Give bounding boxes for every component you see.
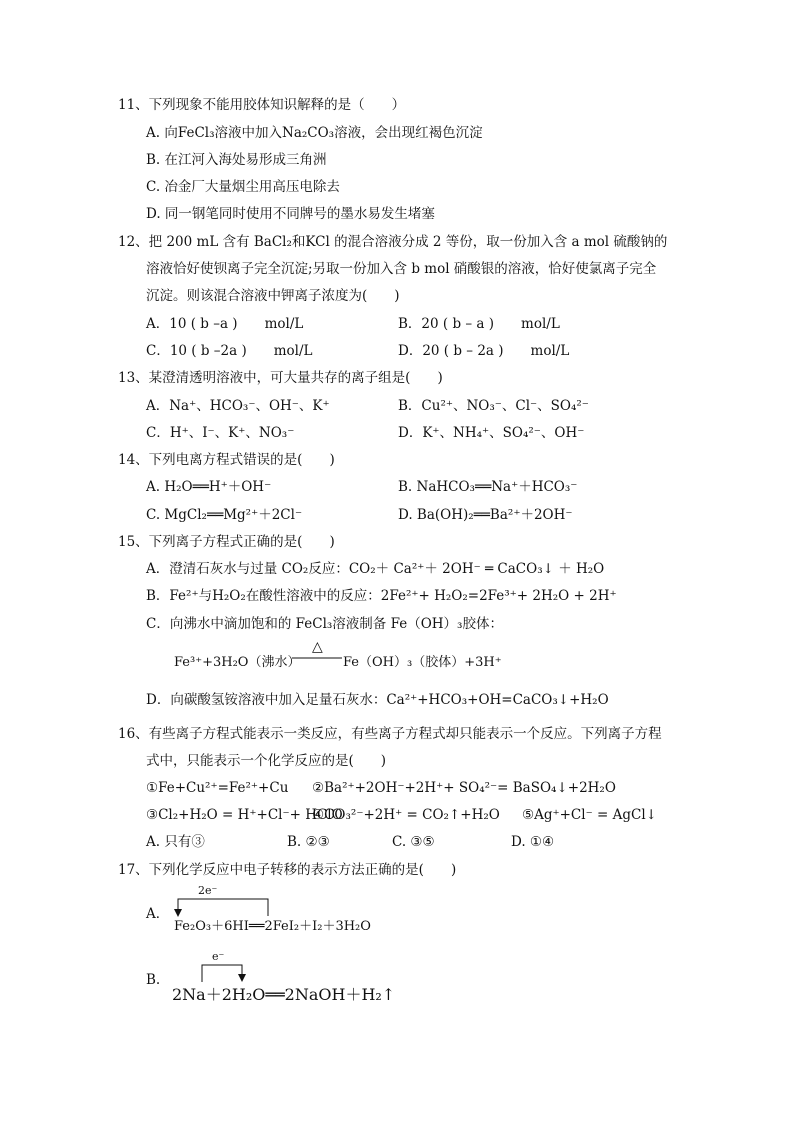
q17-a-equation: Fe₂O₃＋6HI══2FeI₂＋I₂＋3H₂O	[174, 919, 371, 934]
electron-count-label: 2e⁻	[198, 884, 218, 897]
q14-option-c: C. MgCl₂══Mg²⁺＋2Cl⁻	[146, 507, 303, 523]
q12-stem-line1: 12、把 200 mL 含有 BaCl₂和KCl 的混合溶液分成 2 等份，取一份加入含 a mol 硫酸钠的	[118, 234, 668, 250]
q16-stem-line1: 16、有些离子方程式能表示一类反应，有些离子方程式却只能表示一个反应。下列离子方程	[118, 726, 662, 742]
q14-option-b: B. NaHCO₃══Na⁺＋HCO₃⁻	[398, 479, 578, 495]
q14-option-d: D. Ba(OH)₂══Ba²⁺＋2OH⁻	[398, 507, 573, 523]
heat-condition-symbol: △	[312, 639, 323, 655]
q16-option-b: B. ②③	[287, 834, 330, 850]
q16-reaction-4: ④CO₃²⁻+2H⁺ = CO₂↑+H₂O	[312, 807, 500, 823]
q15-option-a: A．澄清石灰水与过量 CO₂反应：CO₂＋ Ca²⁺＋ 2OH⁻ ═ CaCO₃↓ ＋ H₂O	[146, 561, 605, 577]
q11-option-b: B. 在江河入海处易形成三角洲	[146, 152, 327, 168]
q16-option-d: D. ①④	[511, 834, 555, 850]
q16-stem-line2: 式中，只能表示一个化学反应的是( )	[146, 753, 387, 769]
q17-option-b-label: B.	[146, 972, 161, 988]
q12-option-c: C．10 ( b –2a ) mol/L	[146, 343, 313, 359]
q11-option-a: A. 向FeCl₃溶液中加入Na₂CO₃溶液，会出现红褐色沉淀	[146, 125, 483, 141]
q16-option-c: C. ③⑤	[392, 834, 435, 850]
q12-option-b: B．20 ( b – a ) mol/L	[398, 316, 560, 332]
q13-option-a: A．Na⁺、HCO₃⁻、OH⁻、K⁺	[146, 398, 330, 414]
q17-b-equation: 2Na＋2H₂O══2NaOH＋H₂↑	[172, 985, 396, 1004]
q16-option-a: A. 只有③	[146, 834, 205, 850]
q13-option-b: B．Cu²⁺、NO₃⁻、Cl⁻、SO₄²⁻	[398, 398, 589, 414]
q15-option-c: C．向沸水中滴加饱和的 FeCl₃溶液制备 Fe（OH）₃胶体：	[146, 616, 503, 632]
q17-option-a-label: A．	[146, 906, 170, 922]
q15-stem: 15、下列离子方程式正确的是( )	[118, 534, 335, 550]
q14-stem: 14、下列电离方程式错误的是( )	[118, 452, 335, 468]
q13-option-d: D．K⁺、NH₄⁺、SO₄²⁻、OH⁻	[398, 425, 585, 441]
electron-count-label: e⁻	[212, 950, 225, 963]
q15-c-equation-right: Fe（OH）₃（胶体）+3H⁺	[343, 655, 502, 670]
q15-option-d: D．向碳酸氢铵溶液中加入足量石灰水：Ca²⁺+HCO₃+OH=CaCO₃↓+H₂O	[146, 692, 609, 708]
q12-stem-line3: 沉淀。则该混合溶液中钾离子浓度为( )	[146, 288, 400, 304]
q12-option-a: A．10 ( b –a ) mol/L	[146, 316, 304, 332]
q16-reaction-2: ②Ba²⁺+2OH⁻+2H⁺+ SO₄²⁻= BaSO₄↓+2H₂O	[312, 780, 616, 796]
q11-option-c: C. 冶金厂大量烟尘用高压电除去	[146, 179, 340, 195]
q12-stem-line2: 溶液恰好使钡离子完全沉淀;另取一份加入含 b mol 硝酸银的溶液，恰好使氯离子完全	[146, 261, 657, 277]
q16-reaction-3: ③Cl₂+H₂O = H⁺+Cl⁻+ HClO	[146, 807, 343, 823]
q17-stem: 17、下列化学反应中电子转移的表示方法正确的是( )	[118, 862, 457, 878]
q13-stem: 13、某澄清透明溶液中，可大量共存的离子组是( )	[118, 370, 443, 386]
q11-stem: 11、下列现象不能用胶体知识解释的是（ ）	[118, 97, 406, 113]
q14-option-a: A. H₂O══H⁺＋OH⁻	[146, 479, 272, 495]
q13-option-c: C．H⁺、I⁻、K⁺、NO₃⁻	[146, 425, 295, 441]
q12-option-d: D．20 ( b – 2a ) mol/L	[398, 343, 570, 359]
q15-c-equation-left: Fe³⁺+3H₂O（沸水）	[174, 655, 301, 670]
q11-option-d: D. 同一钢笔同时使用不同牌号的墨水易发生堵塞	[146, 206, 435, 222]
q16-reaction-1: ①Fe+Cu²⁺=Fe²⁺+Cu	[146, 780, 289, 796]
q16-reaction-5: ⑤Ag⁺+Cl⁻ = AgCl↓	[522, 807, 657, 823]
q15-option-b: B．Fe²⁺与H₂O₂在酸性溶液中的反应：2Fe²⁺+ H₂O₂=2Fe³⁺+ 2H₂O + 2H⁺	[146, 588, 617, 604]
